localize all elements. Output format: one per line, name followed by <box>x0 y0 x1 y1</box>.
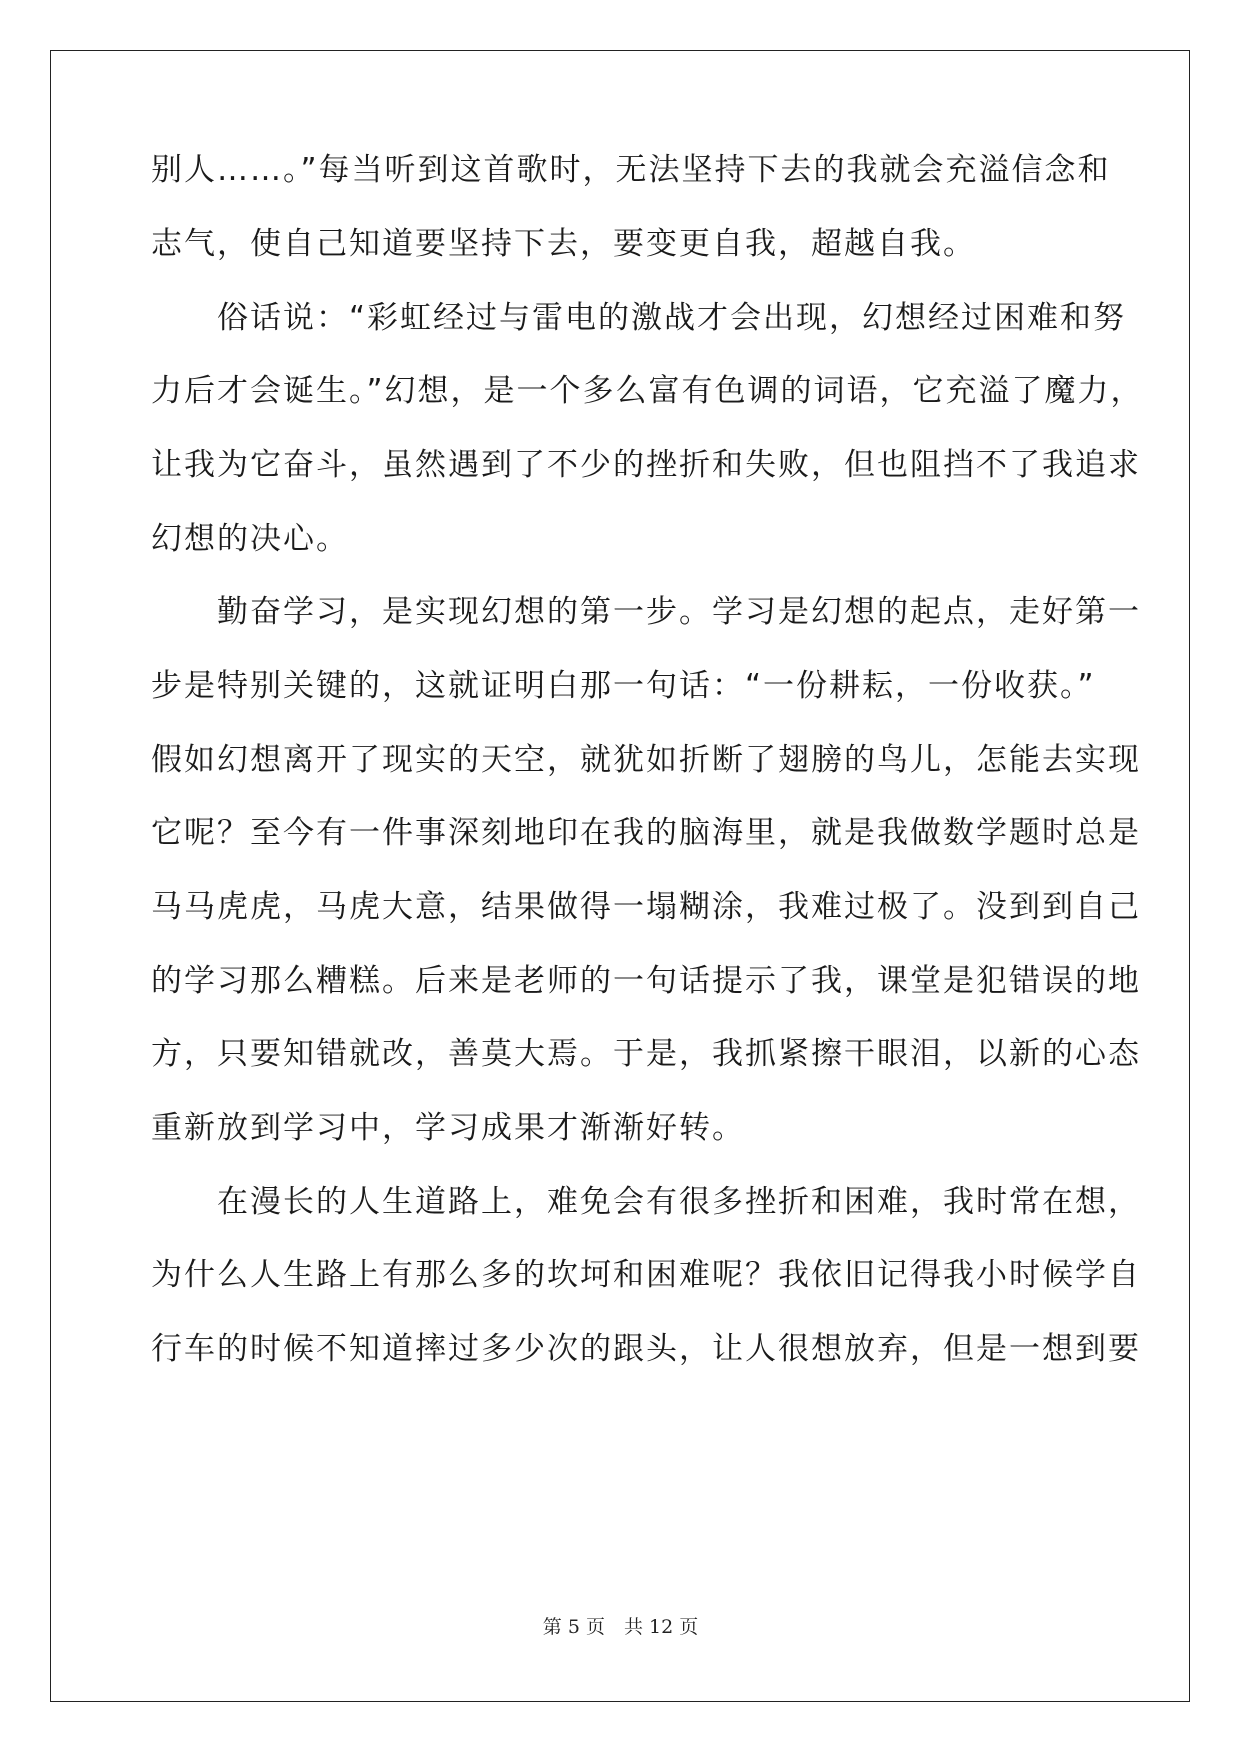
text-line: 假如幻想离开了现实的天空，就犹如折断了翅膀的鸟儿，怎能去实现 <box>151 742 1141 778</box>
text-line: 步是特别关键的，这就证明白那一句话：“一份耕耘，一份收获。” <box>151 668 1096 704</box>
text-line: 在漫长的人生道路上，难免会有很多挫折和困难，我时常在想， <box>151 1184 1141 1220</box>
text-line: 别人……。”每当听到这首歌时，无法坚持下去的我就会充溢信念和 <box>151 152 1111 188</box>
text-line: 的学习那么糟糕。后来是老师的一句话提示了我，课堂是犯错误的地 <box>151 963 1141 999</box>
page-footer <box>0 1612 1241 1639</box>
text-line: 幻想的决心。 <box>151 521 349 557</box>
text-line: 行车的时候不知道摔过多少次的跟头，让人很想放弃，但是一想到要 <box>151 1331 1141 1367</box>
text-line: 马马虎虎，马虎大意，结果做得一塌糊涂，我难过极了。没到到自己 <box>151 889 1141 925</box>
text-line: 力后才会诞生。”幻想，是一个多么富有色调的词语，它充溢了魔力， <box>151 373 1144 409</box>
text-line: 重新放到学习中，学习成果才渐渐好转。 <box>151 1110 745 1146</box>
text-line: 方，只要知错就改，善莫大焉。于是，我抓紧擦干眼泪，以新的心态 <box>151 1036 1141 1072</box>
page-number: 第 5 页 共 12 页 <box>542 1616 699 1638</box>
text-line: 志气，使自己知道要坚持下去，要变更自我，超越自我。 <box>151 226 976 262</box>
text-line: 为什么人生路上有那么多的坎坷和困难呢？我依旧记得我小时候学自 <box>151 1257 1141 1293</box>
text-line: 让我为它奋斗，虽然遇到了不少的挫折和失败，但也阻挡不了我追求 <box>151 447 1141 483</box>
text-line: 俗话说：“彩虹经过与雷电的激战才会出现，幻想经过困难和努 <box>151 300 1127 336</box>
text-line: 勤奋学习，是实现幻想的第一步。学习是幻想的起点，走好第一 <box>151 594 1141 630</box>
text-line: 它呢？至今有一件事深刻地印在我的脑海里，就是我做数学题时总是 <box>151 815 1141 851</box>
